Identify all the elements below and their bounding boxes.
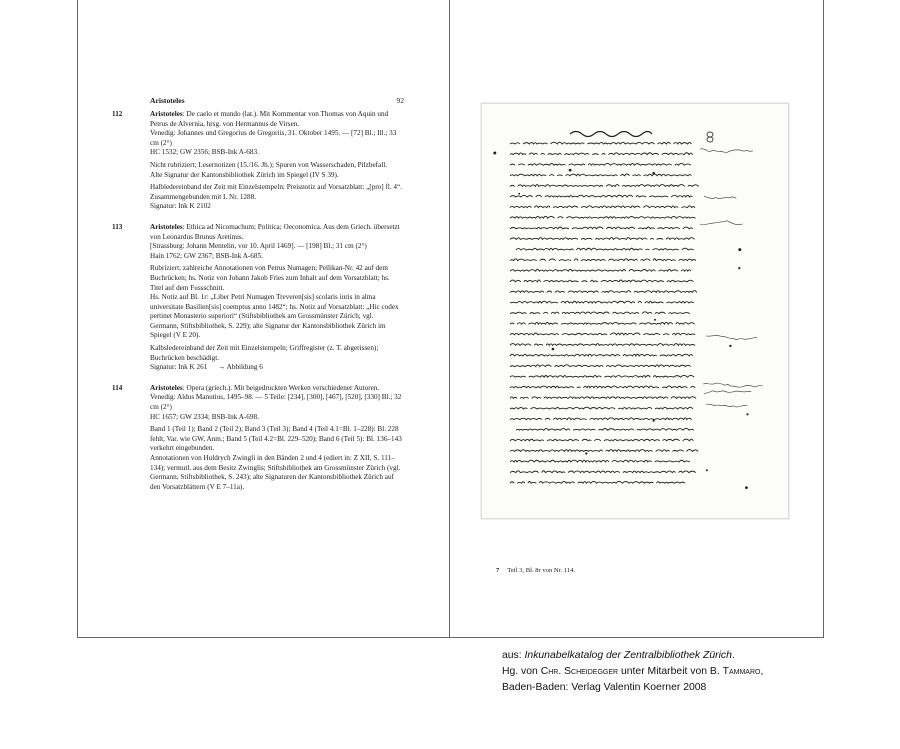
print-text-line: [510, 386, 695, 388]
editor-name: Chr. Scheidegger: [540, 665, 619, 677]
print-text-line: [510, 375, 694, 377]
print-text-line: [510, 322, 695, 324]
entry-note: Hs. Notiz auf Bl. 1r: „Liber Petri Numagen Treveren[sis] scolaris iuris in alma universitate Basilien[sis] coemptus anno 1482“; hs. Notiz auf Vorsatzblatt: „Hic codex pertinet Monasterio superiori“ (Stiftsbibliothek am Grossmünster Zürich; vgl. Germann, Stiftsbibliothek, S. 229); alte Signatur der Kantonsbibliothek Zürich im Spiegel (V E 20).: [150, 293, 399, 340]
figure-caption: [496, 567, 575, 574]
ink-speck: [745, 486, 748, 489]
ink-speck: [652, 172, 655, 175]
entry-number: 114: [112, 383, 123, 392]
print-text-line: [510, 471, 699, 473]
entry-shelfmark: Signatur: Ink K 261: [150, 363, 208, 372]
manuscript-facsimile-image: [481, 103, 789, 519]
print-text-line: [510, 397, 696, 399]
print-text-line: [510, 365, 694, 367]
entry-author: Aristoteles: [150, 110, 183, 118]
marginal-annotation: [704, 196, 736, 199]
entry-note: Annotationen von Huldrych Zwingli in den Bänden 2 und 4 (ediert in: Z XII, S. 111–134); vermutl. aus dem Besitz Zwinglis; Stiftsbibliothek am Grossmünster Zürich (vgl. Germann, Stiftsbibliothek, S. 243); alte Signaturen der Kantonsbibliothek Zürich auf den Vorsatzblättern (V E 7–11a).: [150, 454, 401, 491]
entry-title-text: : Ethica ad Nicomachum; Politica; Oeconomica. Aus dem Griech. übersetzt von Leonardus Brunus Aretinus.: [150, 222, 400, 241]
source-note: [502, 648, 763, 695]
print-text-line: [510, 227, 693, 229]
source-book-title: Inkunabelkatalog der Zentralbibliothek Zürich: [524, 650, 732, 661]
catalog-entry-113: [112, 223, 402, 373]
greek-print-page-illustration: [482, 104, 788, 518]
entry-title-text: : Opera (griech.). Mit beigedruckten Werken verschiedener Autoren.: [182, 383, 380, 392]
marginal-annotation: [704, 391, 751, 394]
print-text-line: [510, 460, 693, 462]
print-text-line: [510, 269, 694, 271]
print-text-line: [510, 344, 695, 346]
source-line-3: Baden-Baden: Verlag Valentin Koerner 2008: [502, 681, 707, 693]
marginal-annotation: [700, 221, 743, 225]
source-line-2: [502, 664, 763, 680]
page-number: 92: [396, 96, 404, 105]
running-head-title: Aristoteles: [150, 96, 185, 105]
running-head: [150, 96, 402, 110]
print-text-line: [516, 248, 697, 250]
entry-note: Nicht rubriziert; Lesernotizen (15./16. Jh.); Spuren von Wasserschaden, Pilzbefall.: [150, 160, 388, 169]
figure-number: 7: [496, 567, 500, 574]
catalog-entry-114: [112, 384, 402, 493]
print-text-line: [510, 153, 693, 155]
ink-speck: [493, 152, 496, 155]
book-spine: [449, 0, 450, 637]
print-text-line: [510, 185, 699, 187]
source-punct: .: [731, 650, 735, 661]
entry-number: 112: [112, 110, 123, 118]
entry-title: [150, 110, 402, 129]
print-text-line: [510, 259, 696, 261]
ink-speck: [729, 345, 731, 347]
entry-number: 113: [112, 222, 123, 231]
entry-title: [150, 223, 402, 242]
print-text-line: [510, 142, 691, 144]
marginal-annotation: [706, 335, 757, 339]
print-text-line: [510, 439, 693, 441]
ink-speck: [569, 169, 572, 172]
source-punct: ,: [760, 665, 764, 677]
print-text-line: [510, 163, 694, 165]
marginal-annotation: [700, 149, 753, 153]
source-prefix: aus:: [502, 650, 525, 661]
entry-title-text: : De caelo et mundo (lat.). Mit Kommentar von Thomas von Aquin und Petrus de Alvernia, hrsg. von Hermannus de Virsen.: [150, 110, 389, 128]
source-text: unter Mitarbeit von B.: [618, 665, 723, 677]
entry-imprint: Venedig: Johannes und Gregorius de Gregoriis, 31. Oktober 1495. — [72] Bl.; Ill.; 33 cm (2°): [150, 129, 397, 147]
figure-reference: → Abbildung 6: [218, 363, 263, 372]
entry-references: HC 1657; GW 2334; BSB-Ink A-698.: [150, 412, 259, 421]
print-text-line: [510, 407, 693, 409]
entry-binding: Halbledereinband der Zeit mit Einzelstempeln; Preisnotiz auf Vorsatzblatt: „[pro] fl. 4“.: [150, 183, 403, 192]
source-line-1: [502, 648, 763, 664]
entry-references: HC 1532; GW 2356; BSB-Ink A-683.: [150, 148, 259, 157]
print-text-line: [510, 301, 694, 303]
entry-imprint: [Strassburg: Johann Mentelin, vor 10. April 1469]. — [198] Bl.; 31 cm (2°): [150, 242, 367, 251]
print-text-line: [510, 481, 685, 483]
entry-note: Alte Signatur der Kantonsbibliothek Zürich im Spiegel (IV S 39).: [150, 170, 339, 179]
entry-imprint: Venedig: Aldus Manutius, 1495–98. — 5 Teile: [234], [300], [467], [520], [330] Bl.; 32 cm (2°): [150, 393, 402, 412]
ink-speck: [585, 452, 587, 454]
figure-caption-text: Teil 3, Bl. 8r von Nr. 114.: [507, 567, 576, 574]
print-text-line: [510, 174, 691, 176]
marginal-annotation: [703, 383, 763, 387]
ink-speck: [746, 413, 748, 415]
entry-shelfmark: Signatur: Ink K 2102: [150, 202, 211, 211]
ink-speck: [653, 420, 655, 422]
entry-shelfmark-line: [150, 363, 402, 373]
print-text-line: [510, 238, 695, 240]
ink-speck: [518, 193, 520, 195]
entry-binding: Kalbsledereinband der Zeit mit Einzelstempeln; Griffregister (z. T. abgerissen); Buchrücken beschädigt.: [150, 344, 379, 362]
print-text-line: [510, 216, 699, 218]
entry-extra: Zusammengebunden mit I. Nr. 1288.: [150, 192, 256, 201]
print-text-line: [510, 418, 692, 420]
marginal-annotation: [706, 404, 747, 407]
collaborator-name: Tammaro: [722, 665, 761, 677]
print-text-line: [510, 333, 695, 335]
entry-title: [150, 384, 402, 394]
print-heading-mark: [570, 132, 652, 137]
entry-references: Hain 1762; GW 2367; BSB-Ink A-685.: [150, 251, 263, 260]
ink-speck: [706, 469, 708, 471]
print-text-line: [516, 428, 694, 430]
ink-speck: [738, 248, 741, 251]
print-text-line: [510, 195, 692, 197]
print-text-line: [510, 312, 690, 314]
print-text-line: [510, 280, 697, 282]
marginal-numeral: [707, 132, 713, 142]
catalog-entry-112: [112, 110, 402, 212]
source-text: Hg. von: [502, 665, 541, 677]
print-text-line: [510, 450, 698, 452]
left-page: [112, 96, 402, 503]
ink-speck: [738, 267, 740, 269]
print-text-line: [510, 354, 693, 356]
print-text-line: [510, 206, 695, 208]
entry-author: Aristoteles: [150, 222, 183, 231]
entry-note: Rubriziert; zahlreiche Annotationen von Petrus Numagen; Pellikan-Nr. 42 auf dem Buchrücken; hs. Notiz von Johann Jakob Fries zum Inhalt auf dem Vorsatzblatt; hs. Titel auf dem Fussschnitt.: [150, 264, 390, 292]
ink-speck: [654, 319, 656, 321]
entry-author: Aristoteles: [150, 383, 183, 392]
ink-speck: [552, 348, 555, 351]
entry-note: Band 1 (Teil 1); Band 2 (Teil 2); Band 3 (Teil 3); Band 4 (Teil 4.1=Bl. 1–228): Bl. 228 fehlt, Var. wie GW, Anm.; Band 5 (Teil 4.2=Bl. 229–520); Band 6 (Teil 5): Bl. 136–143 verkehrt eingebunden.: [150, 425, 402, 453]
print-text-line: [510, 291, 700, 293]
